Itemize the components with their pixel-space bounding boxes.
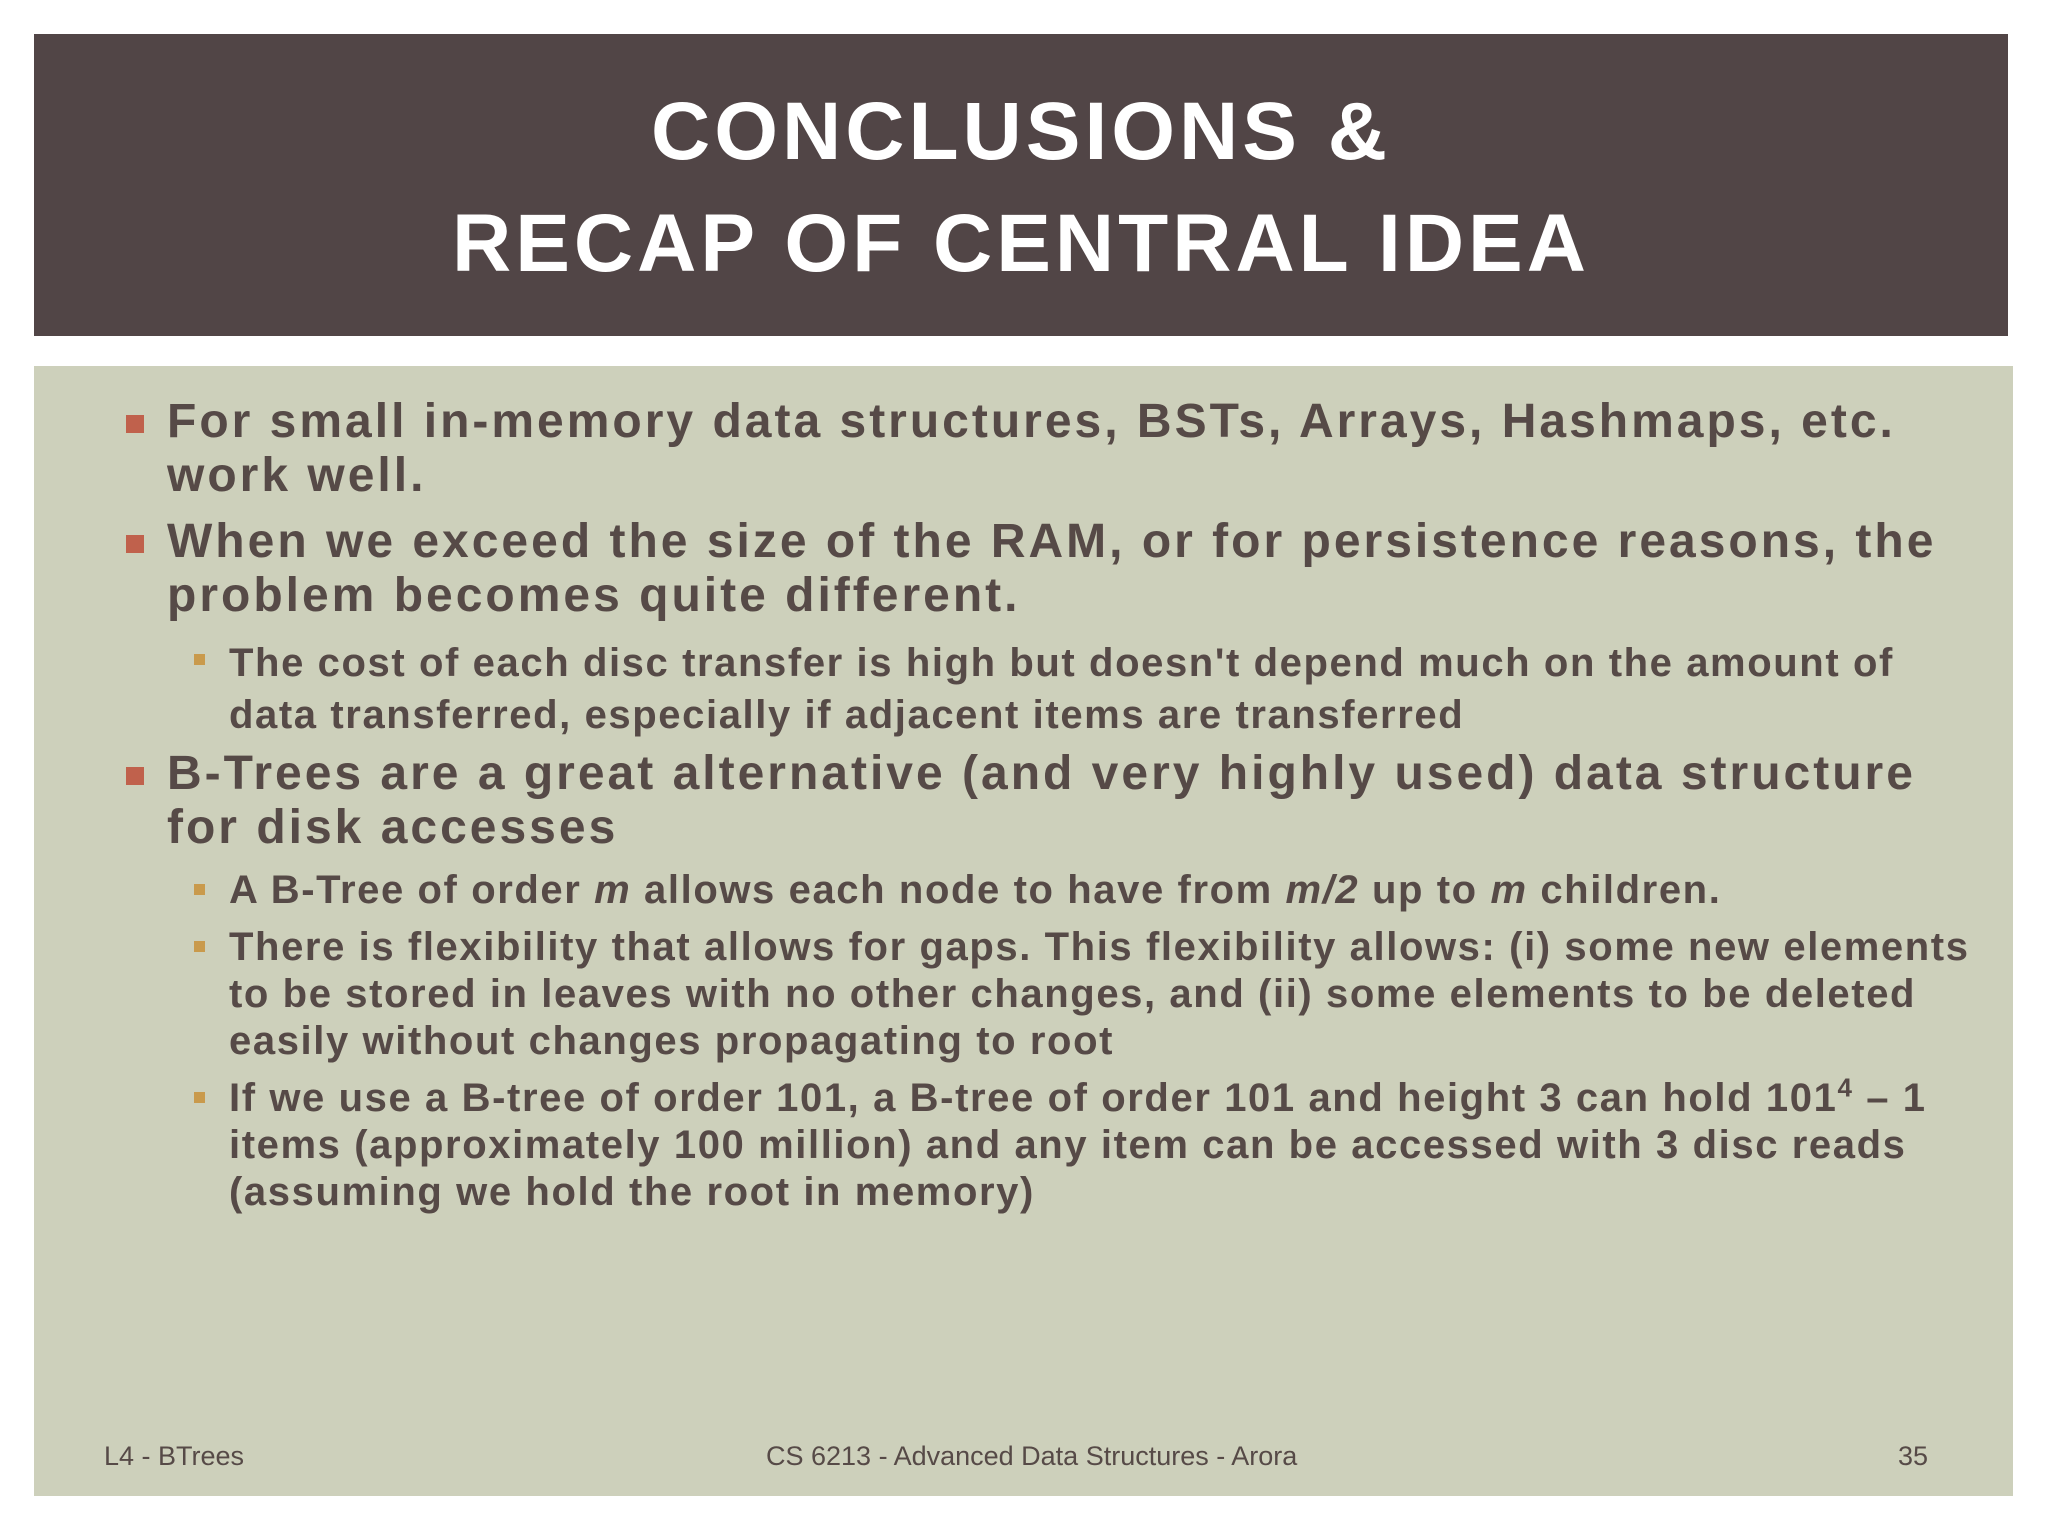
bullet-item: [34, 515, 2013, 623]
slide-title-line-1: CONCLUSIONS &: [651, 86, 1391, 177]
sub-bullet-item: [34, 637, 2013, 741]
slide-title-line-2: RECAP OF CENTRAL IDEA: [452, 198, 1590, 289]
title-band: [34, 34, 2008, 336]
italic-text-run: m: [1490, 868, 1528, 912]
sub-bullet-item: [34, 867, 2013, 914]
text-run: – 1 items (approximately 100 million) and any item can be accessed with 3 disc reads (assuming we hold the root in memory): [229, 1076, 1927, 1214]
italic-text-run: m: [594, 868, 632, 912]
bullet-item: [34, 747, 2013, 855]
italic-text-run: m/2: [1285, 868, 1360, 912]
text-run: A B-Tree of order: [229, 868, 595, 912]
sub-bullet-text: The cost of each disc transfer is high but doesn't depend much on the amount of data transferred, especially if adjacent items are transferred: [229, 641, 1894, 737]
text-run: allows each node to have from: [631, 868, 1286, 912]
text-run: If we use a B-tree of order 101, a B-tree of order 101 and height 3 can hold 101: [229, 1076, 1838, 1120]
text-run: children.: [1527, 868, 1722, 912]
bullet-list: [34, 366, 2013, 1216]
footer-lecture-label: L4 - BTrees: [104, 1441, 245, 1471]
sub-bullet-text: [229, 868, 1721, 912]
bullet-item: [34, 395, 2013, 503]
content-panel: [34, 366, 2013, 1496]
bullet-text: B-Trees are a great alternative (and very highly used) data structure for disk accesses: [167, 747, 1916, 854]
text-run: up to: [1359, 868, 1491, 912]
bullet-text: For small in-memory data structures, BSTs, Arrays, Hashmaps, etc. work well.: [167, 395, 1896, 502]
small-square-bullet-icon: [194, 1092, 205, 1103]
sub-bullet-item: [34, 1072, 2013, 1216]
small-square-bullet-icon: [194, 884, 205, 895]
footer-course-label: CS 6213 - Advanced Data Structures - Arora: [766, 1441, 1298, 1471]
slide-title: [34, 34, 2008, 336]
small-square-bullet-icon: [194, 654, 205, 665]
square-bullet-icon: [126, 415, 144, 433]
sub-bullet-text: There is flexibility that allows for gaps. This flexibility allows: (i) some new elements to be stored in leaves with no other changes, and (ii) some elements to be deleted easily without changes propagating to root: [229, 925, 1970, 1063]
superscript-exponent: 4: [1837, 1072, 1854, 1103]
sub-bullet-item: [34, 924, 2013, 1065]
sub-bullet-text: [229, 1072, 1927, 1214]
square-bullet-icon: [126, 767, 144, 785]
small-square-bullet-icon: [194, 941, 205, 952]
footer-page-number: 35: [1897, 1441, 1928, 1471]
bullet-text: When we exceed the size of the RAM, or for persistence reasons, the problem becomes quite different.: [167, 515, 1937, 622]
square-bullet-icon: [126, 535, 144, 553]
